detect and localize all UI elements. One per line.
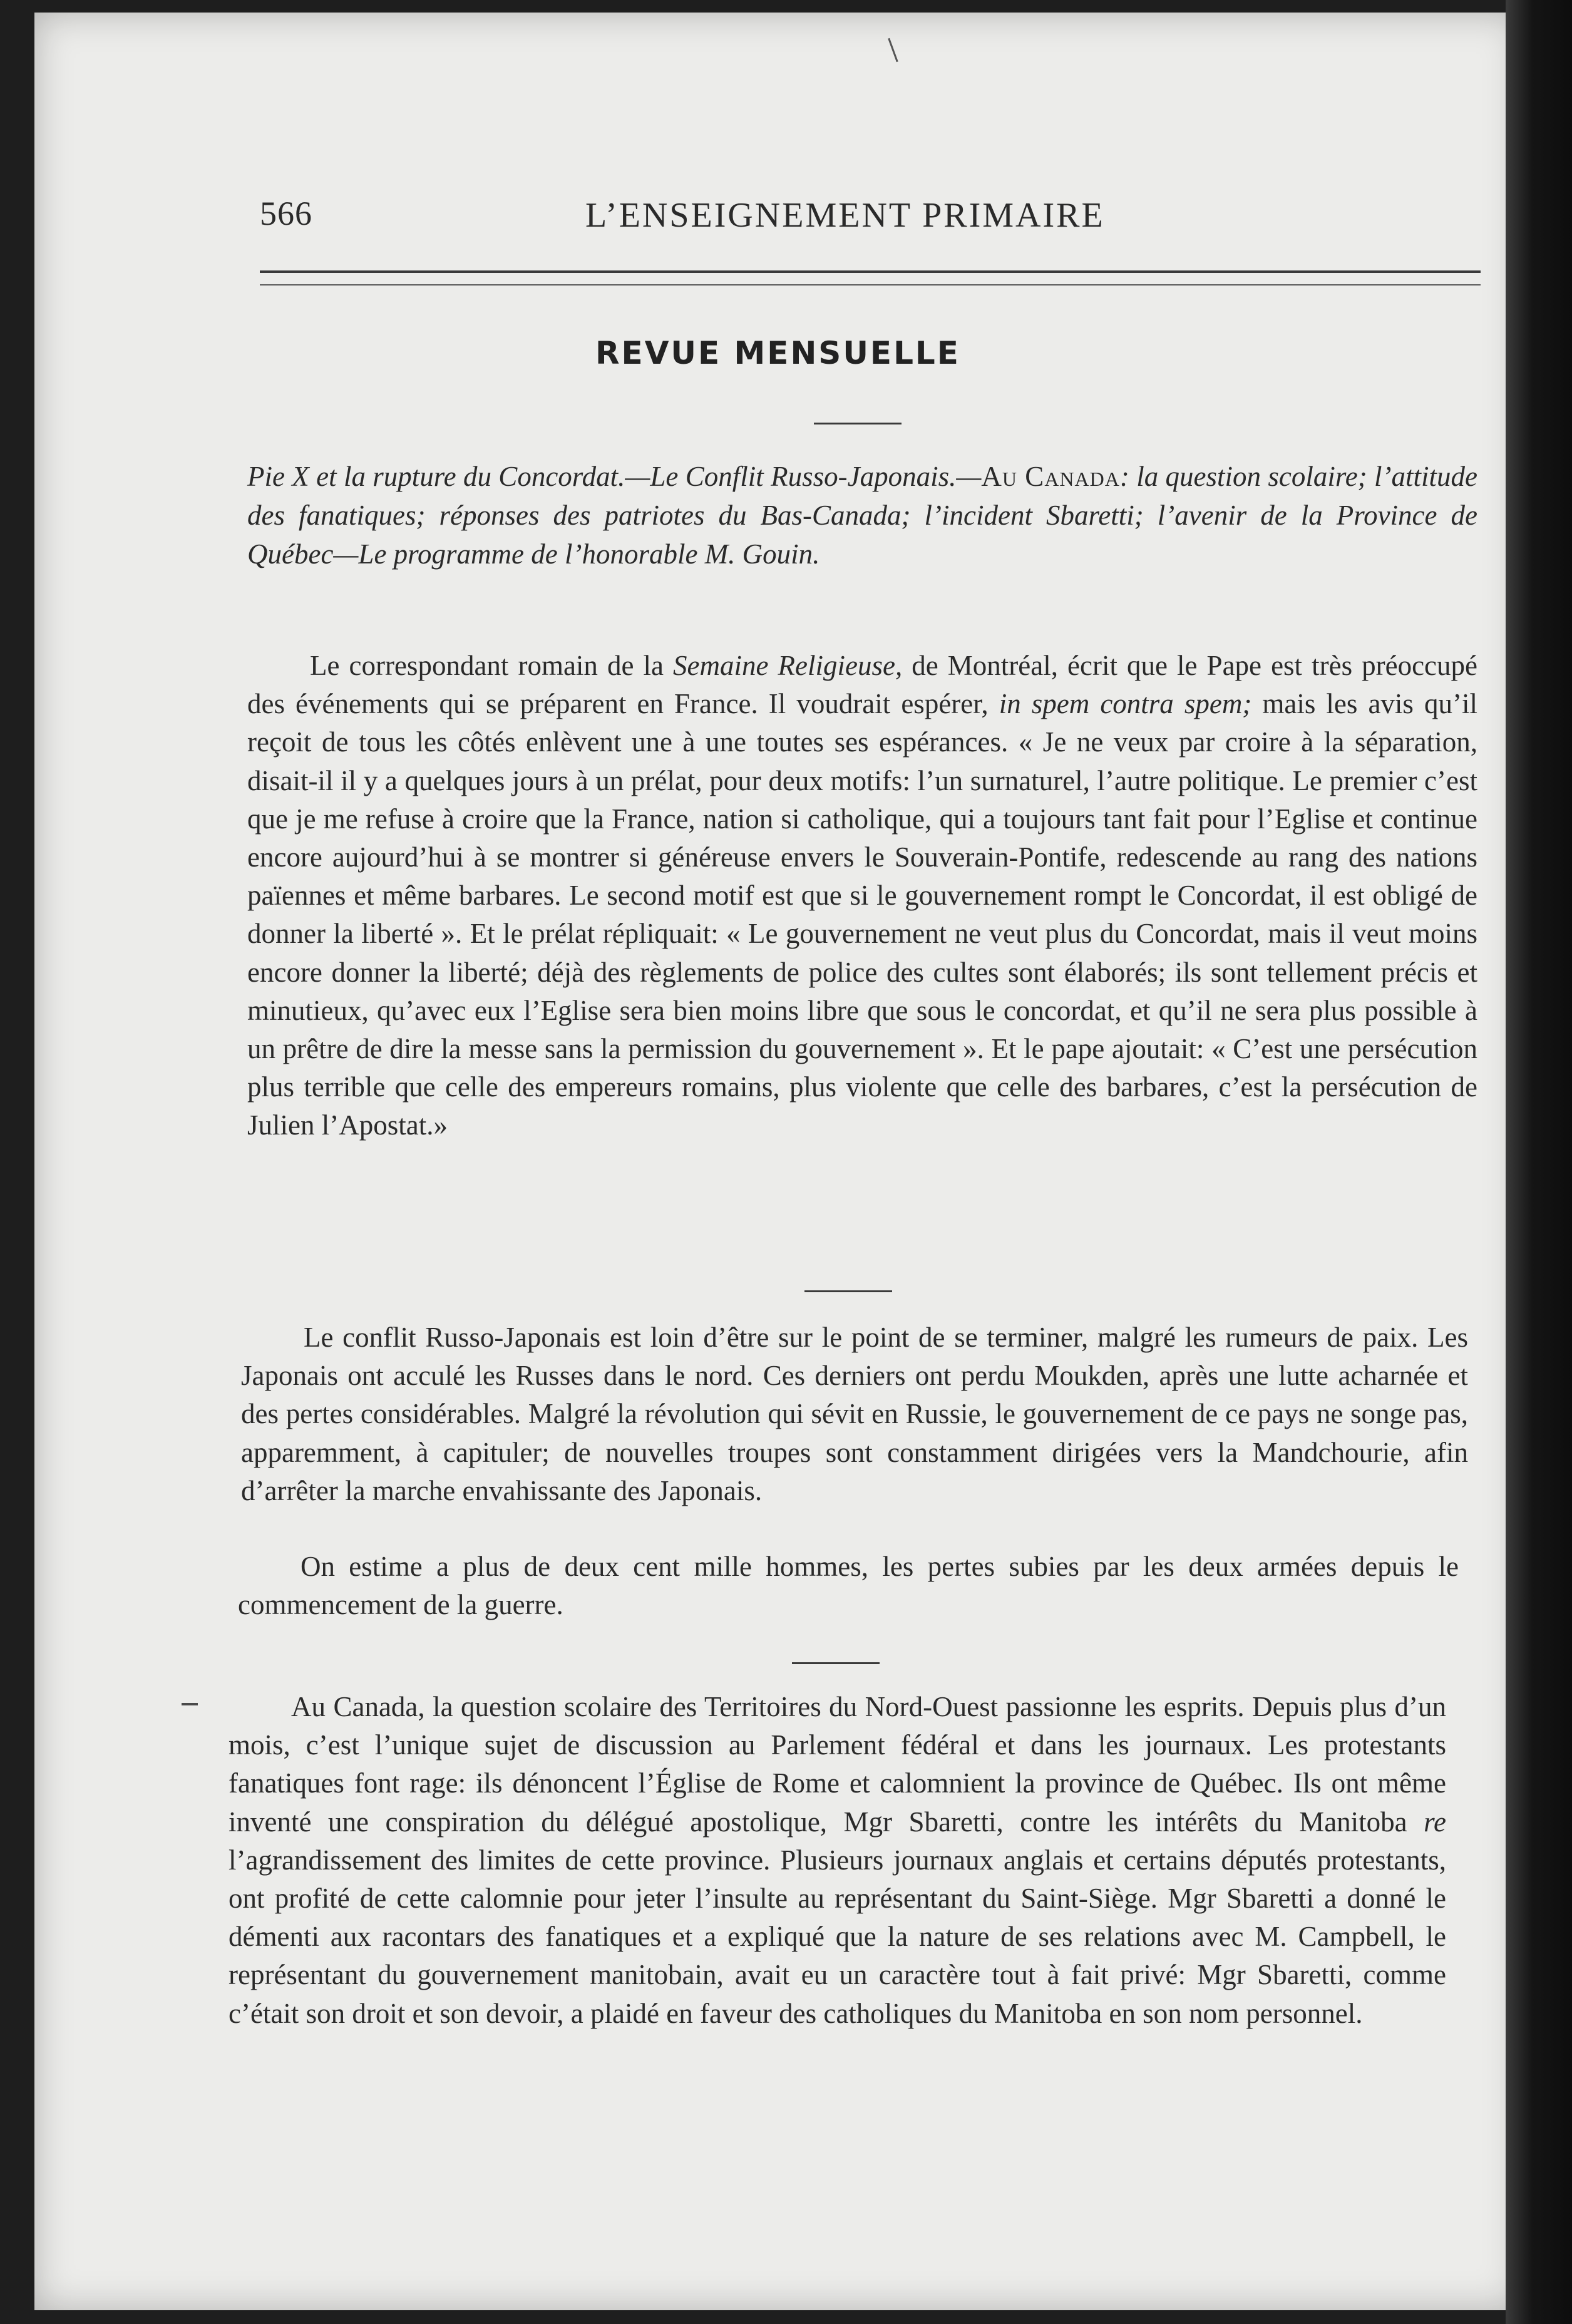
summary-au-canada: Au Canada [981,461,1120,492]
p1-text-e: mais les avis qu’il reçoit de tous les côtés enlèvent une à une toutes ses espérances. « Je ne veux par croire à la séparation, disait-il il y a quelques jours à un prélat, pour deux motifs: l’un surnaturel, l’autre politique. Le premier c’est que je me refuse à croire que la France, nation si catholique, qui a toujours tant fait pour l’Eglise et continue encore aujourd’hui à se montrer si généreuse envers le Souverain-Pontife, redescende au rang des nations païennes et même barbares. Le second motif est que si le gouvernement rompt le Concordat, il est obligé de donner la liberté ». Et le prélat répliquait: « Le gouvernement ne veut plus du Concordat, mais il veut moins encore donner la liberté; déjà des règlements de police des cultes sont élaborés; ils sont tellement précis et minutieux, qu’avec eux l’Eglise sera bien moins libre que sous le concordat, et qu’il ne sera plus possible à un prêtre de dire la messe sans la permission du gouvernement ». Et le pape ajoutait: « C’est une persécution plus terrible que celle des empereurs romains, plus violente que celle des barbares, c’est la persécution de Julien l’Apostat.» [247,688,1477,1141]
margin-mark [182,1703,198,1705]
p1-publication: Semaine Religieuse, [673,650,903,681]
running-head [260,194,1481,244]
summary-part1: Pie X et la rupture du Concordat.—Le Conflit Russo-Japonais.— [247,461,982,492]
page-number: 566 [260,195,312,232]
summary-part2: : la question scolaire; l’attitude des fanatiques; réponses des patriotes du Bas-Canada; l’incident Sbaretti; l’avenir de la Province de Québec—Le programme de l’honorable M. Gouin. [247,461,1477,570]
summary [247,457,1477,573]
paragraph-russo-japanese: Le conflit Russo-Japonais est loin d’être sur le point de se terminer, malgré les rumeurs de paix. Les Japonais ont acculé les Russes dans le nord. Ces derniers ont perdu Moukden, après une lutte acharnée et des pertes considérables. Malgré la révolution qui sévit en Russie, le gouvernement de ce pays ne songe pas, apparemment, à capituler; de nouvelles troupes sont constamment dirigées vers la Mandchourie, afin d’arrêter la marche envahissante des Japonais. [241,1322,1468,1506]
section-title: REVUE MENSUELLE [595,335,960,371]
paragraph-pope-concordat [247,647,1477,1145]
p4-text-a: Au Canada, la question scolaire des Territoires du Nord-Ouest passionne les esprits. Depuis plus d’un mois, c’est l’unique sujet de discussion au Parlement fédéral et dans les journaux. Les protestants fanatiques font rage: ils dénoncent l’Église de Rome et calomnient la province de Québec. Ils ont même inventé une conspiration du délégué apostolique, Mgr Sbaretti, contre les intérêts du Manitoba [229,1691,1446,1838]
title-separator [814,423,902,424]
p1-text-c: de Montréal, écrit que le Pape est très préoccupé des événements qui se préparent en France. Il voudrait espérer, [247,650,1478,720]
book-page [34,13,1521,2310]
separator-2 [792,1662,880,1664]
paragraph-losses: On estime a plus de deux cent mille hommes, les pertes subies par les deux armées depuis le commencement de la guerre. [238,1551,1459,1621]
ink-mark [888,38,898,63]
header-double-rule [260,270,1481,285]
running-title: L’ENSEIGNEMENT PRIMAIRE [585,196,1105,235]
p4-text-c: l’agrandissement des limites de cette province. Plusieurs journaux anglais et certains députés protestants, ont profité de cette calomnie pour jeter l’insulte au représentant du Saint-Siège. Mgr Sbaretti a donné le démenti aux racontars des fanatiques et a expliqué que la nature de ses relations avec M. Campbell, le représentant du gouvernement manitobain, avait eu un caractère tout à fait privé: Mgr Sbaretti, comme c’était son droit et son devoir, a plaidé en faveur des catholiques du Manitoba en son nom personnel. [229,1844,1446,2029]
page-gutter-shadow [1506,0,1572,2324]
p4-re: re [1424,1806,1446,1838]
p1-latin-phrase: in spem contra spem; [999,688,1252,720]
separator-1 [804,1290,892,1292]
paragraph-canada-school-question [229,1688,1446,2033]
p1-text-a: Le correspondant romain de la [310,650,674,681]
